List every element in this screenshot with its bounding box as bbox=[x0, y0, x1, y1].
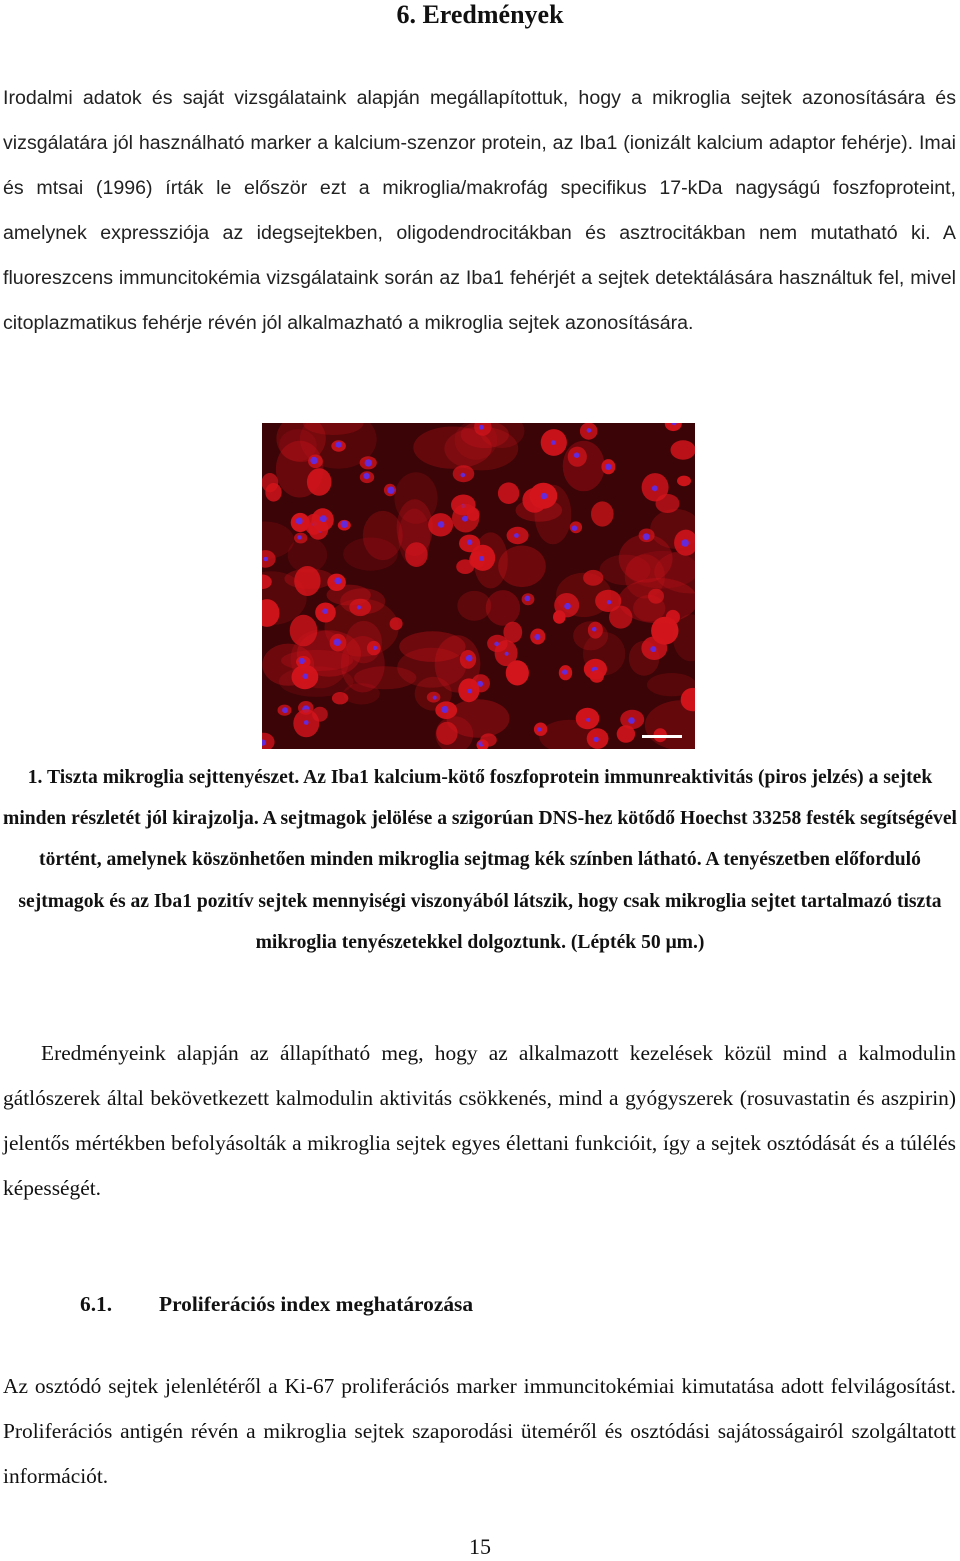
microglia-cell bbox=[590, 670, 604, 683]
microglia-cell bbox=[480, 733, 497, 746]
intro-paragraph: Irodalmi adatok és saját vizsgálataink alapján megállapítottuk, hogy a mikroglia sejtek azonosítására és vizsgálatára jól használható marker a kalcium-szenzor protein, az Iba1 (ionizált kalcium adaptor fehérje). Imai és mtsai (1996) írták le először ezt a mikroglia/makrofág specifikus 17-kDa nagyságú foszfoproteint, amelynek expressziója az idegsejtekben, oligodendrocitákban és asztrocitákban nem mutatható ki. A fluoreszcens immuncitokémia vizsgálataink során az Iba1 fehérjét a sejtek detektálására használtuk fel, mivel citoplazmatikus fehérje révén jól alkalmazható a mikroglia sejtek azonosítására. bbox=[3, 87, 956, 334]
microglia-cell bbox=[648, 589, 664, 604]
cell-nucleus bbox=[320, 515, 327, 522]
cell-nucleus bbox=[479, 425, 484, 430]
cell-nucleus bbox=[466, 655, 473, 662]
cell-nucleus bbox=[534, 634, 540, 640]
cell-nucleus bbox=[462, 516, 468, 522]
cell-nucleus bbox=[574, 452, 580, 458]
microscopy-figure bbox=[262, 423, 695, 749]
cell-nucleus bbox=[438, 521, 445, 528]
microglia-cell bbox=[405, 542, 428, 567]
scale-bar bbox=[642, 735, 682, 738]
cell-nucleus bbox=[587, 428, 592, 433]
microglia-cell bbox=[467, 508, 480, 521]
cell-nucleus bbox=[586, 718, 590, 722]
cell-nucleus bbox=[467, 539, 473, 545]
cell-nucleus bbox=[303, 673, 309, 679]
microglia-cell bbox=[390, 617, 403, 630]
microglia-cell bbox=[583, 570, 603, 586]
cell-nucleus bbox=[334, 639, 341, 646]
cell-nucleus bbox=[341, 521, 348, 528]
microglia-cell bbox=[312, 707, 328, 722]
microglia-cell bbox=[677, 476, 691, 487]
microglia-cell bbox=[506, 660, 529, 685]
section-heading bbox=[80, 1288, 473, 1320]
cell-nucleus bbox=[628, 717, 635, 724]
cell-nucleus bbox=[282, 707, 288, 713]
cell-nucleus bbox=[297, 535, 301, 539]
results-paragraph: Eredményeink alapján az állapítható meg, hogy az alkalmazott kezelések közül mind a kalmodulin gátlószerek által bekövetkezett kalmodulin aktivitás csökkenés, mind a gyógyszerek (rosuvastatin és aszpirin) jelentős mértékben befolyásolták a mikroglia sejtek egyes élettani funkcióit, így a sejtek osztódását és a túlélés képességét. bbox=[3, 1041, 956, 1200]
cell-nucleus bbox=[605, 464, 611, 470]
cell-nucleus bbox=[387, 487, 394, 494]
cell-nucleus bbox=[357, 605, 361, 609]
cell-nucleus bbox=[643, 533, 650, 540]
cell-nucleus bbox=[592, 627, 597, 632]
cell-nucleus bbox=[525, 596, 531, 602]
cell-nucleus bbox=[363, 473, 369, 479]
cell-nucleus bbox=[514, 533, 519, 538]
page-number: 15 bbox=[469, 1534, 491, 1559]
microglia-cell bbox=[553, 610, 566, 624]
cell-process bbox=[486, 590, 520, 626]
cell-nucleus bbox=[310, 457, 317, 464]
cell-process bbox=[563, 441, 605, 492]
cell-nucleus bbox=[494, 642, 499, 647]
cell-nucleus bbox=[433, 696, 437, 700]
cell-process bbox=[363, 511, 403, 560]
cell-nucleus bbox=[537, 727, 541, 731]
microglia-cell bbox=[290, 615, 318, 647]
cell-nucleus bbox=[322, 608, 328, 614]
cell-nucleus bbox=[365, 459, 372, 466]
microglia-cell bbox=[651, 617, 678, 645]
microglia-cell bbox=[265, 483, 281, 502]
cell-nucleus bbox=[564, 603, 571, 610]
cell-nucleus bbox=[373, 646, 377, 650]
cell-nucleus bbox=[681, 539, 689, 547]
cell-nucleus bbox=[652, 485, 658, 491]
microglia-cell bbox=[307, 468, 332, 496]
cell-nucleus bbox=[299, 658, 305, 664]
cell-nucleus bbox=[441, 706, 448, 713]
cell-nucleus bbox=[336, 442, 342, 448]
cell-nucleus bbox=[551, 440, 556, 445]
cell-nucleus bbox=[304, 720, 309, 725]
cell-nucleus bbox=[541, 493, 548, 500]
cell-nucleus bbox=[479, 556, 484, 561]
cell-nucleus bbox=[296, 518, 303, 525]
fluorescence-micrograph bbox=[262, 423, 695, 749]
figure-caption: 1. Tiszta mikroglia sejttenyészet. Az Iba1 kalcium-kötő foszfoprotein immunreaktivitás (piros jelzés) a sejtek minden részletét jól kirajzolja. A sejtmagok jelölése a szigorúan DNS-hez kötődő Hoechst 33258 festék segítségével történt, amelynek köszönhetően minden mikroglia sejtmag kék színben látható. A tenyészetben előforduló sejtmagok és az Iba1 pozitív sejtek mennyiségi viszonyából látszik, hogy csak mikroglia sejtet tartalmazó tiszta mikroglia tenyészetekkel dolgoztunk. (Lépték 50 μm.) bbox=[3, 767, 957, 953]
cell-nucleus bbox=[264, 557, 269, 562]
microglia-cell bbox=[498, 482, 519, 504]
section-number: 6.1. bbox=[80, 1292, 113, 1316]
cell-nucleus bbox=[607, 600, 611, 604]
microglia-cell bbox=[591, 501, 614, 526]
cell-nucleus bbox=[505, 652, 509, 656]
cell-nucleus bbox=[467, 689, 472, 694]
microglia-cell bbox=[294, 566, 320, 596]
section-title: Proliferációs index meghatározása bbox=[159, 1292, 474, 1316]
microglia-cell bbox=[436, 722, 457, 745]
microglia-cell bbox=[332, 692, 348, 704]
cell-nucleus bbox=[334, 577, 341, 584]
cell-nucleus bbox=[572, 525, 578, 531]
cell-nucleus bbox=[593, 737, 598, 742]
microglia-cell bbox=[671, 440, 696, 460]
cell-nucleus bbox=[461, 473, 466, 478]
cell-nucleus bbox=[562, 669, 567, 674]
cell-nucleus bbox=[650, 646, 656, 652]
proliferation-paragraph: Az osztódó sejtek jelenlétéről a Ki-67 proliferációs marker immuncitokémiai kimutatása adott felvilágosítást. Proliferációs antigén révén a mikroglia sejtek szaporodási üteméről és osztódási sajátosságairól szolgáltatott információt. bbox=[3, 1374, 956, 1488]
page-title: 6. Eredmények bbox=[396, 0, 564, 29]
